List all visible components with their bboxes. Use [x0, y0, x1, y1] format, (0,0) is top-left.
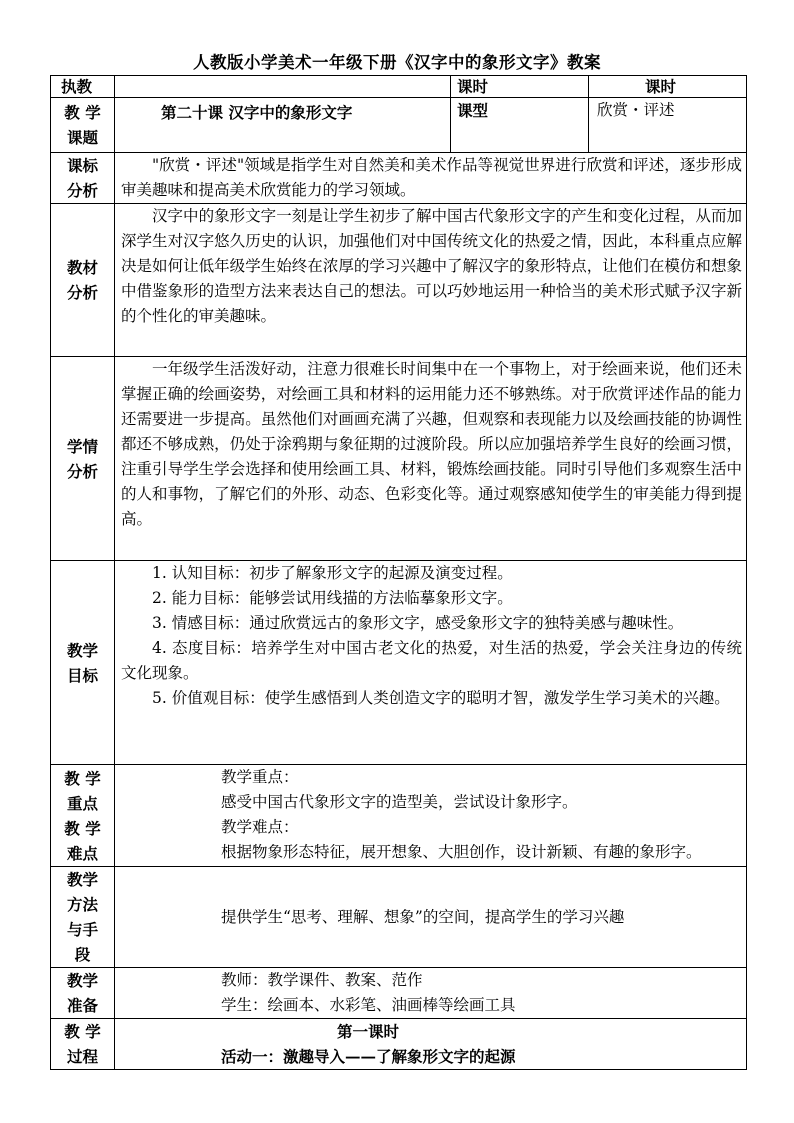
lesson-plan-table: [50, 75, 747, 1070]
activity-heading: 活动一：激趣导入——了解象形文字的起源: [221, 1047, 516, 1066]
teacher-value: [115, 76, 451, 98]
keypoints-label: 教 学 重点 教 学 难点: [51, 765, 115, 867]
goals-cell: [115, 561, 747, 765]
curriculum-row: [51, 153, 747, 204]
process-row: [51, 1019, 747, 1070]
students-row: [51, 357, 747, 561]
goal-item: 1. 认知目标：初步了解象形文字的起源及演变过程。: [152, 564, 513, 582]
prep-cell: [115, 968, 747, 1019]
prep-label: 教学 准备: [51, 968, 115, 1019]
goal-item: 3. 情感目标：通过欣赏远古的象形文字，感受象形文字的独特美感与趣味性。: [152, 614, 684, 632]
students-label: 学情 分析: [51, 357, 115, 561]
goal-item: 5. 价值观目标：使学生感悟到人类创造文字的聪明才智，激发学生学习美术的兴趣。: [152, 689, 730, 707]
period-heading: 第一课时: [337, 1022, 400, 1041]
material-text: 汉字中的象形文字一刻是让学生初步了解中国古代象形文字的产生和变化过程，从而加深学生对汉字悠久历史的认识，加强他们对中国传统文化的热爱之情，因此，本科重点应解决是如何让低年级学生始终在浓厚的学习兴趣中了解汉字的象形特点，让他们在模仿和想象中借鉴象形的造型方法来表达自己的想法。可以巧妙地运用一种恰当的美术形式赋予汉字新的个性化的审美趣味。: [115, 204, 747, 357]
period-value: 课时: [589, 76, 747, 98]
topic-label: 教 学 课题: [51, 98, 115, 153]
students-text: 一年级学生活泼好动，注意力很难长时间集中在一个事物上，对于绘画来说，他们还未掌握正确的绘画姿势，对绘画工具和材料的运用能力还不够熟练。对于欣赏评述作品的能力还需要进一步提高。虽然他们对画画充满了兴趣，但观察和表现能力以及绘画技能的协调性都还不够成熟，仍处于涂鸦期与象征期的过渡阶段。所以应加强培养学生良好的绘画习惯，注重引导学生学会选择和使用绘画工具、材料，锻炼绘画技能。同时引导他们多观察生活中的人和事物，了解它们的外形、动态、色彩变化等。通过观察感知使学生的审美能力得到提高。: [115, 357, 747, 561]
methods-label: 教学 方法 与手 段: [51, 867, 115, 968]
prep-student: 学生：绘画本、水彩笔、油画棒等绘画工具: [221, 996, 516, 1014]
prep-teacher: 教师：教学课件、教案、范作: [221, 971, 423, 989]
document-title: 人教版小学美术一年级下册《汉字中的象形文字》教案: [193, 53, 601, 72]
keypoints-row: [51, 765, 747, 867]
prep-row: [51, 968, 747, 1019]
period-label: 课时: [451, 76, 589, 98]
material-row: [51, 204, 747, 357]
lesson-type-label: 课型: [451, 98, 589, 153]
curriculum-text: "欣赏・评述"领域是指学生对自然美和美术作品等视觉世界进行欣赏和评述，逐步形成审美趣味和提高美术欣赏能力的学习领域。: [115, 153, 747, 204]
lesson-type-value: 欣赏・评述: [589, 98, 747, 153]
difficulty-title: 教学难点：: [221, 818, 299, 836]
material-label: 教材 分析: [51, 204, 115, 357]
lesson-title: 第二十课 汉字中的象形文字: [115, 98, 451, 153]
teacher-label: 执教: [51, 76, 115, 98]
process-label: 教 学 过程: [51, 1019, 115, 1070]
keypoints-cell: [115, 765, 747, 867]
key-title: 教学重点：: [221, 768, 299, 786]
difficulty-text: 根据物象形态特征，展开想象、大胆创作，设计新颖、有趣的象形字。: [221, 843, 702, 861]
goal-item: 2. 能力目标：能够尝试用线描的方法临摹象形文字。: [152, 589, 513, 607]
topic-row: [51, 98, 747, 153]
goal-item: 4. 态度目标：培养学生对中国古老文化的热爱，对生活的热爱，学会关注身边的传统文化现象。: [121, 639, 742, 682]
curriculum-label: 课标 分析: [51, 153, 115, 204]
key-text: 感受中国古代象形文字的造型美，尝试设计象形字。: [221, 793, 578, 811]
methods-row: [51, 867, 747, 968]
goals-row: [51, 561, 747, 765]
header-row: [51, 76, 747, 98]
goals-label: 教学 目标: [51, 561, 115, 765]
methods-text: 提供学生“思考、理解、想象”的空间，提高学生的学习兴趣: [115, 867, 747, 968]
process-cell: [115, 1019, 747, 1070]
